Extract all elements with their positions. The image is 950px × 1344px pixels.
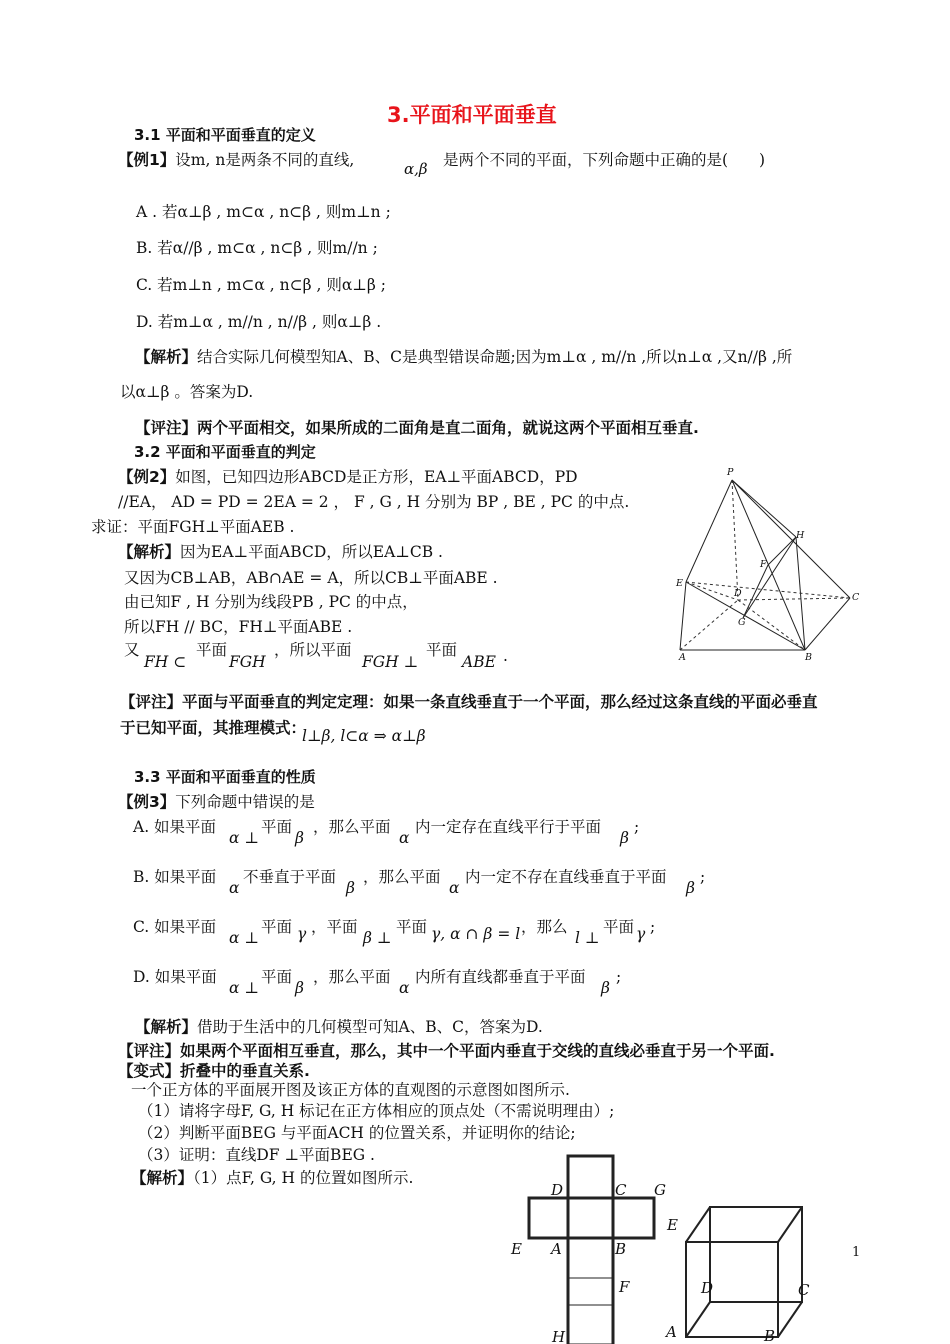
solution-2 — [118, 540, 443, 562]
net-label-E: E — [511, 1240, 522, 1258]
net-label-A: A — [551, 1240, 562, 1258]
ex3-option-a-3: ，那么平面 — [313, 818, 391, 836]
solution-tag: 【解析】 — [135, 348, 198, 366]
note-3 — [118, 1039, 775, 1061]
cube-label-A: A — [666, 1323, 677, 1341]
example-2 — [118, 465, 578, 487]
variant-tag: 【变式】 — [118, 1062, 181, 1080]
note-1 — [135, 416, 699, 438]
label-G: G — [738, 617, 746, 628]
ex3-option-a-m3: α — [399, 829, 410, 847]
ex3-option-a-1: A. 如果平面 — [133, 818, 217, 836]
solution-2-line3: 由已知F , H 分别为线段PB , PC 的中点， — [124, 593, 418, 611]
ex3-option-c-1: C. 如果平面 — [133, 918, 217, 936]
solution-tag: 【解析】 — [118, 543, 181, 561]
page-title: 3.平面和平面垂直 — [387, 103, 557, 127]
net-label-H: H — [552, 1328, 566, 1344]
solution-2-line5i: . — [503, 647, 508, 665]
ex3-option-b-m4: β — [686, 879, 695, 897]
solution-text: 借助于生活中的几何模型可知A、B、C，答案为D. — [197, 1018, 543, 1036]
note-tag: 【评注】 — [135, 419, 198, 437]
label-C: C — [852, 592, 860, 603]
cube-figure — [660, 1195, 825, 1344]
ex3-option-c-4: 平面 — [396, 918, 428, 936]
ex3-option-d-4: 内所有直线都垂直于平面 — [415, 968, 586, 986]
ex3-option-d-3: ，那么平面 — [313, 968, 391, 986]
ex3-option-d-m2: β — [295, 979, 304, 997]
section-heading-3-1: 3.1 平面和平面垂直的定义 — [134, 126, 316, 144]
ex3-option-b-2: 不垂直于平面 — [243, 868, 337, 886]
example-2-line3: 求证：平面FGH⊥平面AEB . — [91, 518, 295, 536]
note-text: 平面与平面垂直的判定定理：如果一条直线垂直于一个平面，那么经过这条直线的平面必垂直 — [182, 693, 818, 711]
ex3-option-a-4: 内一定存在直线平行于平面 — [415, 818, 602, 836]
example-1 — [118, 148, 354, 170]
example-tag: 【例2】 — [118, 468, 176, 486]
example-text: 下列命题中错误的是 — [175, 793, 315, 811]
solution-tag: 【解析】 — [131, 1169, 194, 1187]
variant-line1: 一个正方体的平面展开图及该正方体的直观图的示意图如图所示. — [131, 1081, 570, 1099]
variant-line3: （2）判断平面BEG 与平面ACH 的位置关系，并证明你的结论; — [138, 1124, 576, 1142]
solution-2-line4: 所以FH // BC，FH⊥平面ABE . — [124, 618, 353, 636]
ex3-option-b-4: 内一定不存在直线垂直于平面 — [465, 868, 667, 886]
ex3-option-a-m1: α ⊥ — [229, 829, 259, 847]
option-b: B. 若α//β , m⊂α , n⊂β , 则m//n ; — [136, 239, 378, 257]
ex3-option-c-m4: γ, α ∩ β = l — [431, 925, 521, 943]
option-d: D. 若m⊥α , m//n , n//β , 则α⊥β . — [136, 313, 382, 331]
ex3-option-a-5: ; — [634, 818, 640, 836]
example-text: 如图，已知四边形ABCD是正方形，EA⊥平面ABCD，PD — [175, 468, 578, 486]
ex3-option-c-m3: β ⊥ — [363, 929, 392, 947]
ex3-option-d-1: D. 如果平面 — [133, 968, 217, 986]
solution-tag: 【解析】 — [135, 1018, 198, 1036]
label-H: H — [796, 530, 805, 541]
ex3-option-c-m5: l ⊥ — [575, 929, 600, 947]
net-label-G: G — [654, 1181, 666, 1199]
solution-3 — [135, 1015, 543, 1037]
solution-2-line2: 又因为CB⊥AB，AB∩AE = A，所以CB⊥平面ABE . — [124, 569, 498, 587]
ex3-option-d-m1: α ⊥ — [229, 979, 259, 997]
variant-text: 折叠中的垂直关系. — [180, 1062, 310, 1080]
example-text-cont: 是两个不同的平面，下列命题中正确的是( ) — [443, 151, 766, 169]
ex3-option-c-m1: α ⊥ — [229, 929, 259, 947]
solution-2-line5h: ABE — [462, 653, 496, 671]
label-B: B — [805, 652, 812, 663]
ex3-option-c-m2: γ — [297, 925, 307, 943]
solution-2-line5e: ，所以平面 — [274, 641, 352, 659]
note-2 — [120, 690, 818, 712]
net-label-F: F — [619, 1278, 630, 1296]
example-text: 设m, n是两条不同的直线, — [175, 151, 355, 169]
note-text: 如果两个平面相互垂直，那么，其中一个平面内垂直于交线的直线必垂直于另一个平面. — [180, 1042, 775, 1060]
solution-1-line2: 以α⊥β 。答案为D. — [120, 383, 254, 401]
ex3-option-d-2: 平面 — [261, 968, 293, 986]
ex3-option-a-2: 平面 — [261, 818, 293, 836]
ex3-option-b-m2: β — [346, 879, 355, 897]
variant-line2: （1）请将字母F, G, H 标记在正方体相应的顶点处（不需说明理由）; — [138, 1102, 615, 1120]
solution-2-line5d: FGH — [229, 653, 266, 671]
net-label-B: B — [615, 1240, 627, 1258]
solution-text: （1）点F, G, H 的位置如图所示. — [193, 1169, 414, 1187]
option-a: A . 若α⊥β , m⊂α , n⊂β , 则m⊥n ; — [136, 203, 391, 221]
ex3-option-d-m3: α — [399, 979, 410, 997]
ex3-option-a-m2: β — [295, 829, 304, 847]
example-3 — [118, 790, 315, 812]
cube-label-D: D — [701, 1279, 714, 1297]
ex3-option-c-6: 平面 — [603, 918, 635, 936]
ex3-option-d-5: ; — [616, 968, 622, 986]
section-heading-3-3: 3.3 平面和平面垂直的性质 — [134, 768, 316, 786]
cube-label-E: E — [667, 1216, 678, 1234]
net-label-D: D — [551, 1181, 564, 1199]
ex3-option-c-7: ; — [650, 918, 656, 936]
solution-2-line5b: FH ⊂ — [144, 653, 187, 671]
note-tag: 【评注】 — [118, 1042, 181, 1060]
solution-1 — [135, 345, 792, 367]
label-A: A — [679, 652, 686, 663]
ex3-option-b-3: ，那么平面 — [363, 868, 441, 886]
cube-net-figure — [505, 1150, 675, 1344]
note-2-line2: 于已知平面，其推理模式： — [120, 719, 307, 737]
label-P: P — [727, 467, 734, 478]
ex3-option-c-m6: γ — [636, 925, 646, 943]
ex3-option-b-1: B. 如果平面 — [133, 868, 217, 886]
solution-4 — [131, 1166, 413, 1188]
ex3-option-d-m4: β — [601, 979, 610, 997]
solution-text: 结合实际几何模型知A、B、C是典型错误命题;因为m⊥α , m//n ,所以n⊥α ,又n//β ,所 — [197, 348, 793, 366]
example-tag: 【例3】 — [118, 793, 176, 811]
ex3-option-b-m3: α — [449, 879, 460, 897]
example-2-line2: //EA， AD = PD = 2EA = 2 ， F , G , H 分别为 BP , BE , PC 的中点. — [118, 493, 630, 511]
note-2-formula: l⊥β, l⊂α ⇒ α⊥β — [302, 727, 426, 745]
page-number: 1 — [852, 1245, 861, 1260]
solution-2-line5a: 又 — [124, 641, 140, 659]
ex3-option-c-2: 平面 — [261, 918, 293, 936]
cube-label-B: B — [764, 1327, 776, 1344]
math-alpha-beta: α,β — [404, 160, 428, 178]
ex3-option-c-3: ，平面 — [311, 918, 358, 936]
label-F: F — [760, 559, 767, 570]
ex3-option-b-m1: α — [229, 879, 240, 897]
example-tag: 【例1】 — [118, 151, 176, 169]
label-E: E — [676, 578, 683, 589]
net-label-C: C — [615, 1181, 627, 1199]
ex3-option-c-5: ，那么 — [521, 918, 568, 936]
label-D: D — [734, 588, 742, 599]
solution-2-line5g: 平面 — [426, 641, 458, 659]
section-heading-3-2: 3.2 平面和平面垂直的判定 — [134, 443, 316, 461]
ex3-option-b-5: ; — [700, 868, 706, 886]
option-c: C. 若m⊥n , m⊂α , n⊂β , 则α⊥β ; — [136, 276, 386, 294]
pyramid-figure — [670, 465, 870, 665]
note-text: 两个平面相交，如果所成的二面角是直二面角，就说这两个平面相互垂直. — [197, 419, 699, 437]
variant-line4: （3）证明：直线DF ⊥平面BEG . — [138, 1146, 375, 1164]
note-tag: 【评注】 — [120, 693, 183, 711]
solution-2-line5c: 平面 — [196, 641, 228, 659]
solution-text: 因为EA⊥平面ABCD，所以EA⊥CB . — [180, 543, 443, 561]
cube-label-C: C — [798, 1281, 810, 1299]
ex3-option-a-m4: β — [620, 829, 629, 847]
solution-2-line5f: FGH ⊥ — [362, 653, 419, 671]
